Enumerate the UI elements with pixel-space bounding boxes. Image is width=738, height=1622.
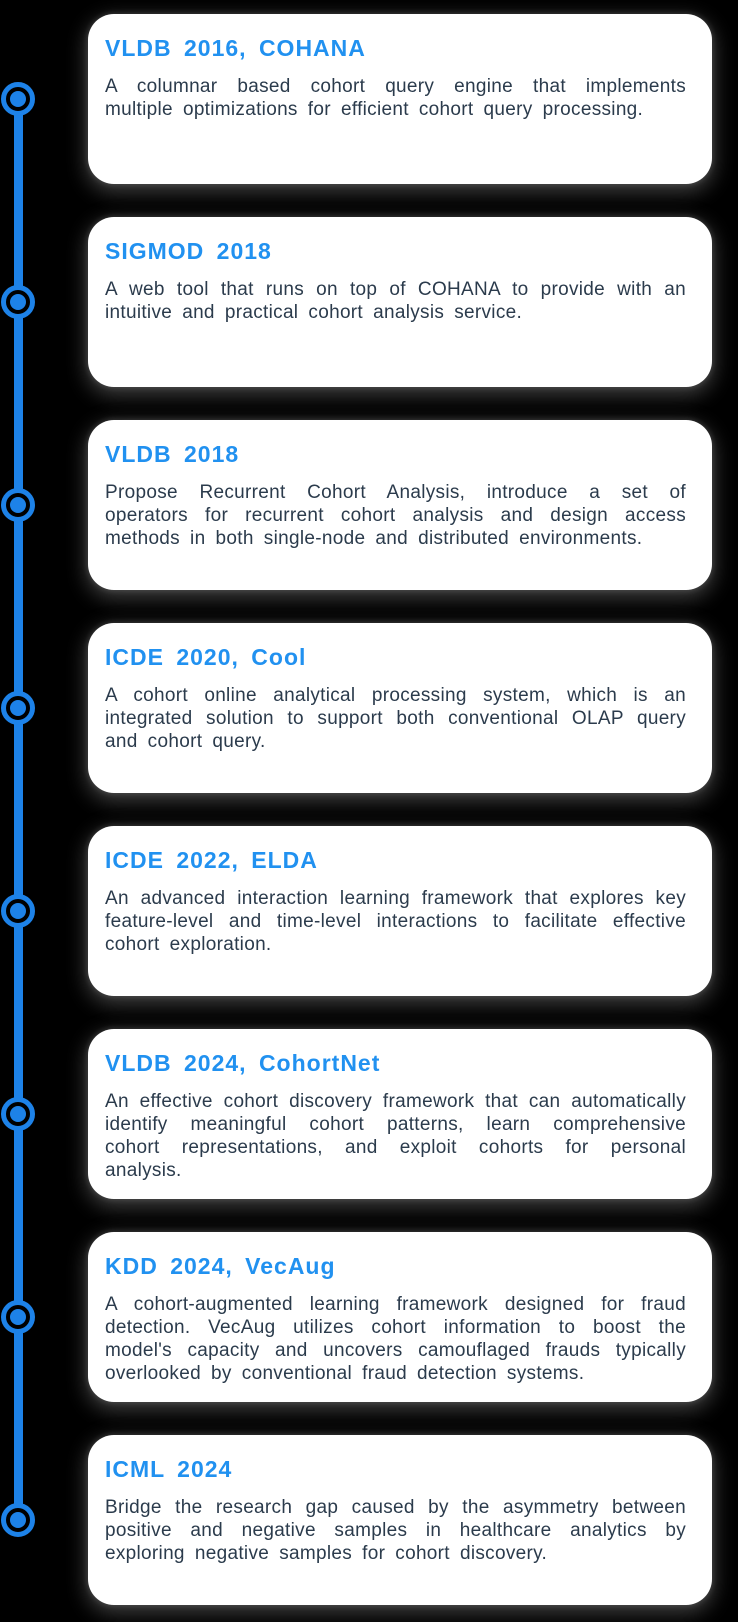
timeline-card [88,826,712,996]
timeline-card [88,1029,712,1199]
card-description: A cohort-augmented learning framework designed for fraud detection. VecAug utilizes cohort information to boost the model's capacity and uncovers camouflaged frauds typically overlooked by conventional fraud detection systems. [105,1294,686,1384]
timeline-node [1,82,35,116]
card-title: ICDE 2022, ELDA [105,847,318,873]
card-title: ICDE 2020, Cool [105,644,307,670]
timeline-node [1,285,35,319]
card-description: A cohort online analytical processing system, which is an integrated solution to support both conventional OLAP query and cohort query. [105,685,686,752]
timeline-card [88,14,712,184]
card-title: SIGMOD 2018 [105,238,272,264]
timeline-node [1,1503,35,1537]
card-title: VLDB 2024, CohortNet [105,1050,381,1076]
card-description: An effective cohort discovery framework that can automatically identify meaningful cohort patterns, learn comprehensive cohort representations, and exploit cohorts for personal analysis. [105,1091,686,1181]
timeline-card [88,420,712,590]
card-description: A web tool that runs on top of COHANA to provide with an intuitive and practical cohort analysis service. [105,279,686,323]
card-title: VLDB 2018 [105,441,240,467]
timeline-node [1,1097,35,1131]
card-title: VLDB 2016, COHANA [105,35,366,61]
timeline-node [1,488,35,522]
card-description: Bridge the research gap caused by the asymmetry between positive and negative samples in healthcare analytics by exploring negative samples for cohort discovery. [105,1497,686,1564]
card-title: ICML 2024 [105,1456,233,1482]
timeline-node [1,894,35,928]
timeline-card [88,623,712,793]
card-description: Propose Recurrent Cohort Analysis, introduce a set of operators for recurrent cohort analysis and design access methods in both single-node and distributed environments. [105,482,686,549]
timeline-card [88,1435,712,1605]
timeline-node [1,1300,35,1334]
timeline-card [88,1232,712,1402]
timeline-node [1,691,35,725]
card-description: A columnar based cohort query engine that implements multiple optimizations for efficient cohort query processing. [105,76,686,120]
timeline-card [88,217,712,387]
card-title: KDD 2024, VecAug [105,1253,336,1279]
card-description: An advanced interaction learning framework that explores key feature-level and time-level interactions to facilitate effective cohort exploration. [105,888,686,955]
